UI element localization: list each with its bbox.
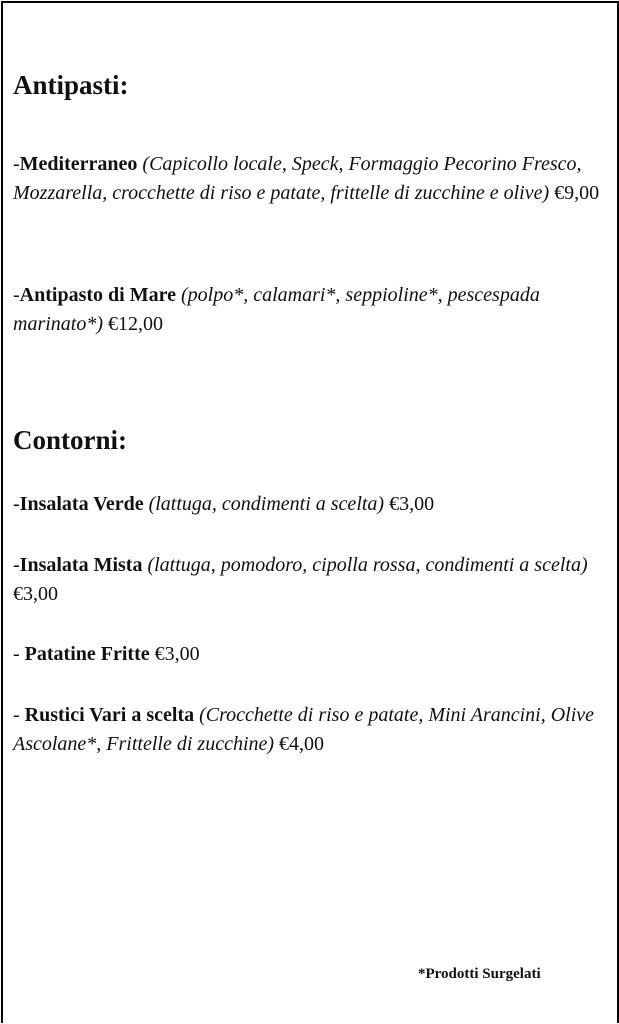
menu-item-rustici-vari — [13, 701, 615, 759]
item-name: Insalata Verde — [19, 493, 144, 515]
item-desc: (Crocchette di riso e patate, Mini Arancini, Olive Ascolane*, Frittelle di zucchine) — [13, 704, 595, 755]
item-price: €3,00 — [154, 643, 200, 665]
section-title-contorni: Contorni: — [13, 425, 127, 455]
item-prefix: - — [13, 704, 25, 726]
item-desc: (lattuga, condimenti a scelta) — [148, 493, 385, 515]
menu-item-insalata-verde — [13, 490, 615, 519]
item-prefix: - — [13, 284, 20, 306]
item-desc: (polpo*, calamari*, seppioline*, pescespada marinato*) — [13, 284, 540, 335]
item-desc: (Capicollo locale, Speck, Formaggio Pecorino Fresco, Mozzarella, crocchette di riso e patate, frittelle di zucchine e olive) — [13, 153, 582, 204]
footnote-frozen-products: *Prodotti Surgelati — [418, 966, 541, 982]
item-name: Rustici Vari a scelta — [24, 704, 195, 726]
item-price: €9,00 — [554, 182, 600, 204]
section-title-antipasti: Antipasti: — [13, 70, 129, 100]
item-price: €12,00 — [108, 313, 163, 335]
item-name: Patatine Fritte — [24, 643, 150, 665]
menu-item-patatine-fritte — [13, 640, 615, 669]
item-prefix: - — [13, 554, 20, 576]
item-prefix: - — [13, 493, 20, 515]
item-price: €3,00 — [13, 583, 58, 605]
item-desc: (lattuga, pomodoro, cipolla rossa, condimenti a scelta) — [147, 554, 588, 576]
item-prefix: - — [13, 153, 20, 175]
menu-item-mediterraneo — [13, 150, 615, 208]
menu-item-antipasto-di-mare — [13, 281, 615, 339]
item-name: Insalata Mista — [19, 554, 143, 576]
menu-item-insalata-mista — [13, 551, 615, 609]
item-price: €4,00 — [279, 733, 325, 755]
item-name: Antipasto di Mare — [19, 284, 176, 306]
item-prefix: - — [13, 643, 25, 665]
item-price: €3,00 — [389, 493, 435, 515]
item-name: Mediterraneo — [19, 153, 138, 175]
